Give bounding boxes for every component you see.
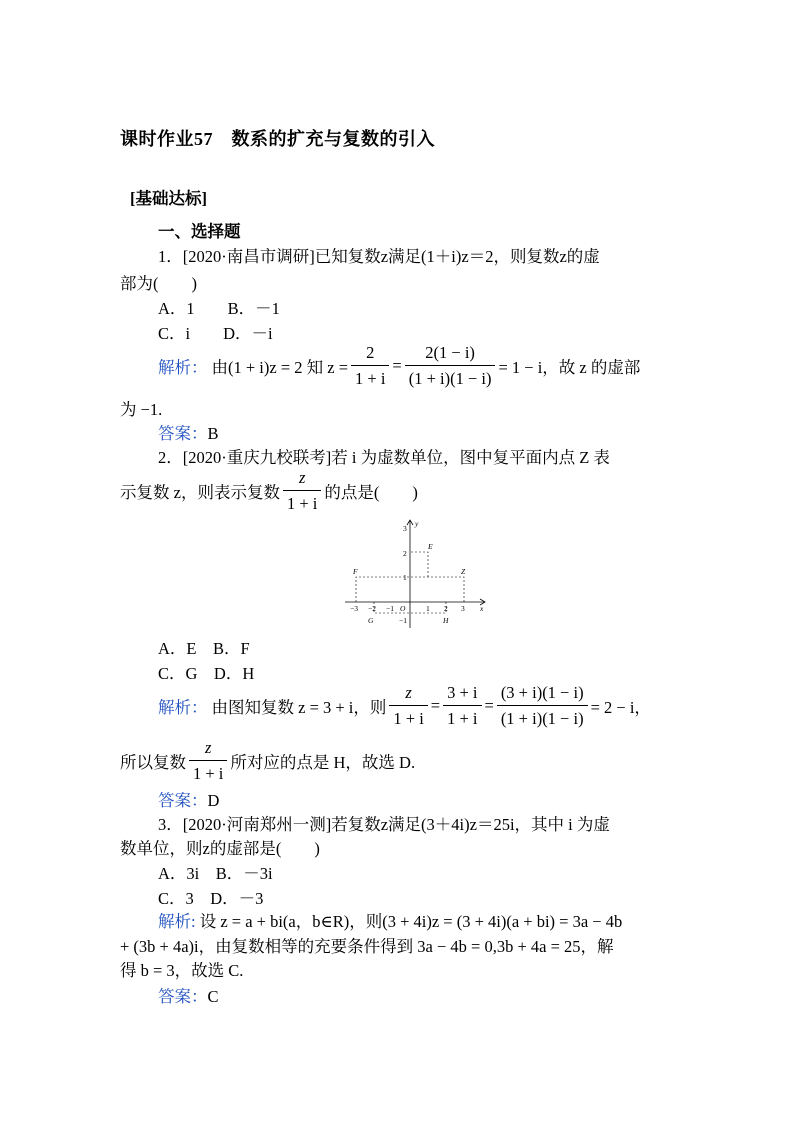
q1-options-row1: A．1 B．－1	[158, 299, 280, 318]
q3-options-row2: C．3 D．－3	[158, 889, 264, 908]
y-tick: 1	[403, 573, 407, 582]
x-tick: 1	[426, 604, 430, 613]
point-label-e: E	[428, 542, 433, 551]
q2-stem-cont: 示复数 z，则表示复数 $\frac{z}{1 + i}$ 的点是( )	[120, 468, 418, 513]
q1-solution: 解析： 由(1 + i)z = 2 知 z = $\frac{2}{1 + i}$ = $\frac{2(1 - i)}{(1 + i)(1 - i)}$ = 1 − i，故 z 的虚部	[158, 343, 641, 388]
complex-plane-figure	[340, 516, 490, 632]
q1-solution-label: 解析：	[158, 358, 208, 377]
q1-fraction-2: $\frac{2(1 - i)}{(1 + i)(1 - i)}$	[405, 343, 496, 389]
origin-label: O	[400, 604, 406, 613]
x-tick: −2	[368, 604, 376, 613]
q3-answer: 答案：C	[158, 987, 219, 1006]
point-label-z: Z	[461, 567, 466, 576]
q3-solution-label: 解析:	[158, 912, 196, 931]
q3-options-row1: A．3i B．－3i	[158, 864, 273, 883]
q2-stem: 2．[2020·重庆九校联考]若 i 为虚数单位，图中复平面内点 Z 表	[158, 448, 610, 467]
x-tick: −1	[386, 604, 394, 613]
y-tick: 3	[403, 524, 407, 533]
point-label-g: G	[368, 616, 374, 625]
q1-answer: 答案：B	[158, 424, 219, 443]
q3-solution-cont: + (3b + 4a)i，由复数相等的充要条件得到 3a − 4b = 0,3b + 4a = 25，解	[120, 937, 614, 956]
q2-answer: 答案：D	[158, 791, 220, 810]
q2-solution-label: 解析：	[158, 698, 208, 717]
q1-options-row2: C．i D．－i	[158, 324, 273, 343]
y-tick: 2	[403, 549, 407, 558]
page-title: 课时作业57 数系的扩充与复数的引入	[120, 129, 435, 149]
point-label-f: F	[353, 567, 358, 576]
q1-stem: 1．[2020·南昌市调研]已知复数z满足(1＋i)z＝2，则复数z的虚	[158, 247, 600, 266]
q3-solution: 解析: 设 z = a + bi(a，b∈R)，则(3 + 4i)z = (3 + 4i)(a + bi) = 3a − 4b	[158, 912, 623, 931]
x-tick: 2	[444, 604, 448, 613]
q2-options-row1: A．E B．F	[158, 639, 250, 658]
q2-solution: 解析： 由图知复数 z = 3 + i，则 $\frac{z}{1 + i}$ = $\frac{3 + i}{1 + i}$ = $\frac{(3 + i)(1 - i)}{(1 + i)(1 - i)}$ = 2 − i，	[158, 683, 651, 728]
point-label-h: H	[443, 616, 449, 625]
q3-stem-cont: 数单位，则z的虚部是( )	[120, 839, 320, 858]
x-tick: −3	[350, 604, 358, 613]
y-axis-label: y	[415, 519, 419, 528]
x-tick: 3	[461, 604, 465, 613]
section-heading: [基础达标]	[130, 189, 207, 208]
q2-options-row2: C．G D．H	[158, 664, 255, 683]
q1-fraction-1: $\frac{2}{1 + i}$	[351, 343, 389, 389]
q1-stem-cont: 部为( )	[120, 274, 197, 293]
x-axis-label: x	[480, 604, 484, 613]
part-heading: 一、选择题	[158, 222, 241, 241]
q1-solution-cont: 为 −1.	[120, 400, 163, 419]
y-tick: −1	[399, 616, 407, 625]
q3-solution-cont2: 得 b = 3，故选 C.	[120, 961, 244, 980]
q3-stem: 3．[2020·河南郑州一测]若复数z满足(3＋4i)z＝25i，其中 i 为虚	[158, 815, 610, 834]
q2-stem-fraction: $\frac{z}{1 + i}$	[283, 468, 321, 514]
q2-solution-cont: 所以复数 $\frac{z}{1 + i}$ 所对应的点是 H，故选 D.	[120, 738, 416, 783]
